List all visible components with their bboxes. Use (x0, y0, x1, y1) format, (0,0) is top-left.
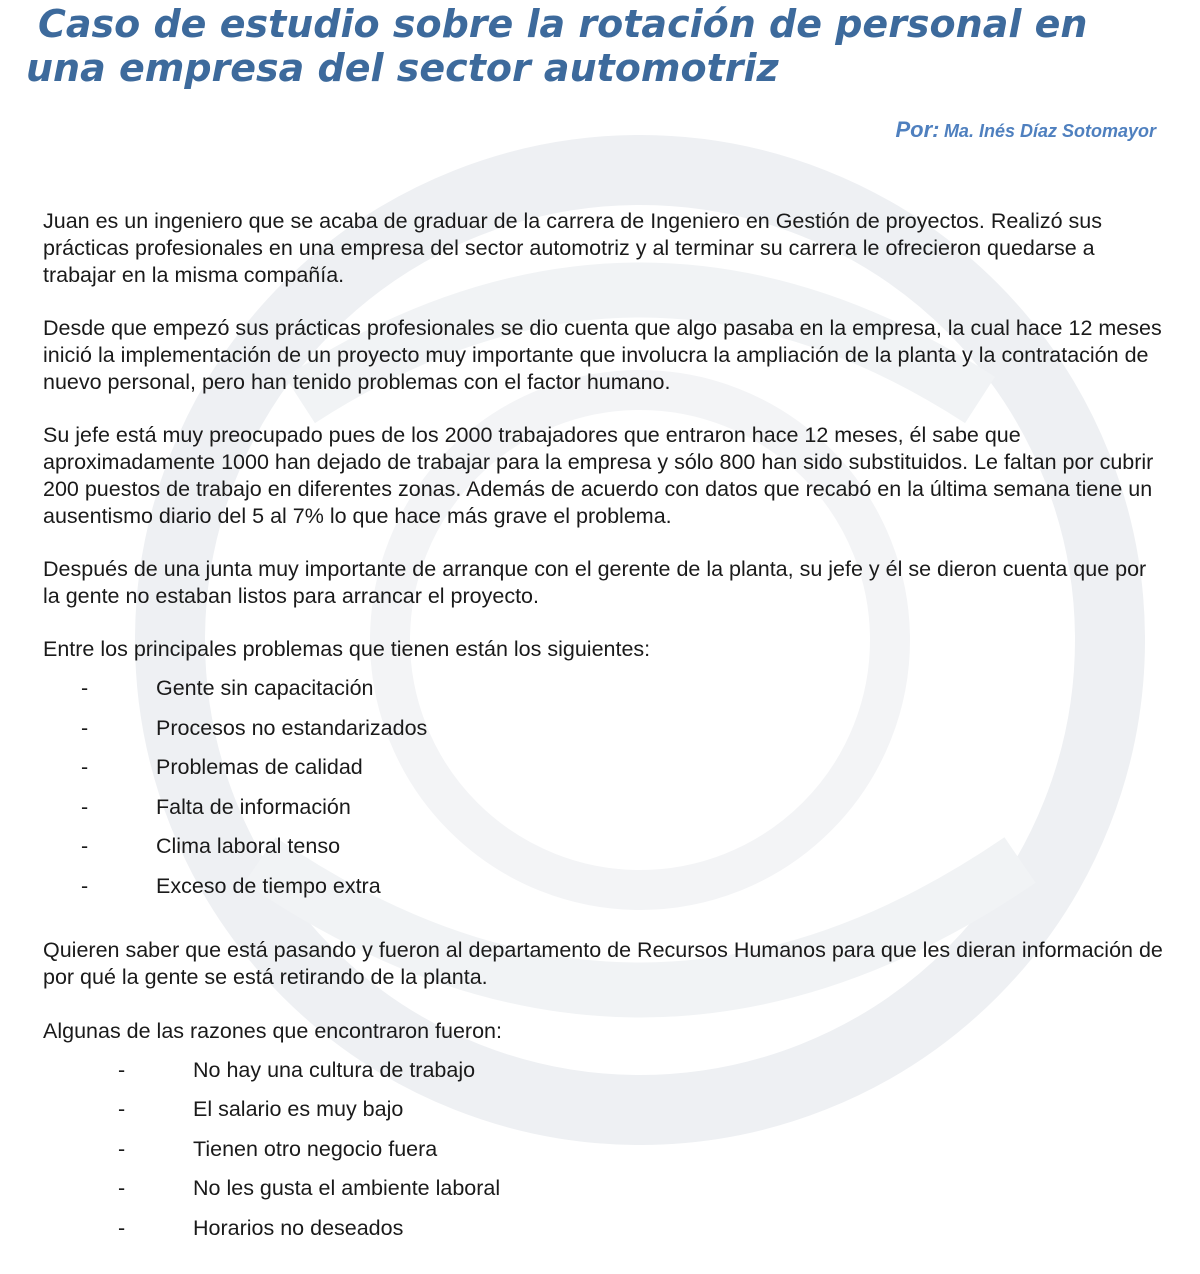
list-item-text: No hay una cultura de trabajo (193, 1057, 476, 1082)
paragraph-context: Desde que empezó sus prácticas profesionales se dio cuenta que algo pasaba en la empresa, la cual hace 12 meses inició la implementación de un proyecto muy importante que involucra la ampliación de la planta y la contratación de nuevo personal, pero han tenido problemas con el factor humano. (43, 316, 1162, 394)
author-byline (895, 117, 1156, 143)
problems-list (43, 669, 1168, 907)
list-item-text: Clima laboral tenso (156, 834, 341, 859)
list-item (43, 1209, 1168, 1249)
paragraph-numbers: Su jefe está muy preocupado pues de los 2000 trabajadores que entraron hace 12 meses, él sabe que aproximadamente 1000 han dejado de trabajar para la empresa y sólo 800 han sido substituidos. Le faltan por cubrir 200 puestos de trabajo en diferentes zonas. Además de acuerdo con datos que recabó en la última semana tiene un ausentismo diario del 5 al 7% lo que hace más grave el problema. (43, 423, 1154, 528)
list-item (43, 1051, 1168, 1091)
bullet-dash: - (81, 715, 89, 740)
list-item-text: Falta de información (156, 794, 351, 819)
bullet-dash: - (118, 1097, 126, 1122)
byline-label: Por: (895, 117, 940, 142)
list-item (43, 1169, 1168, 1209)
paragraph-intro: Juan es un ingeniero que se acaba de graduar de la carrera de Ingeniero en Gestión de proyectos. Realizó sus prácticas profesionales en una empresa del sector automotriz y al terminar su carrera le ofrecieron quedarse a trabajar en la misma compañía. (43, 209, 1102, 287)
title-line-2: una empresa del sector automotriz (26, 46, 779, 90)
list-item-text: Exceso de tiempo extra (156, 873, 381, 898)
bullet-dash: - (118, 1057, 126, 1082)
paragraph-reasons-intro: Algunas de las razones que encontraron fueron: (43, 1018, 502, 1043)
document-body (43, 208, 1168, 1249)
author-name: Ma. Inés Díaz Sotomayor (943, 121, 1156, 141)
bullet-dash: - (118, 1176, 126, 1201)
list-item (43, 748, 1168, 788)
list-item-text: Procesos no estandarizados (156, 715, 428, 740)
bullet-dash: - (81, 794, 89, 819)
bullet-dash: - (118, 1136, 126, 1161)
paragraph-hr: Quieren saber que está pasando y fueron al departamento de Recursos Humanos para que les dieran información de por qué la gente se está retirando de la planta. (43, 937, 1163, 989)
bullet-dash: - (81, 834, 89, 859)
list-item-text: Problemas de calidad (156, 755, 363, 780)
paragraph-problems-intro: Entre los principales problemas que tienen están los siguientes: (43, 637, 651, 661)
paragraph-meeting: Después de una junta muy importante de arranque con el gerente de la planta, su jefe y él se dieron cuenta que por la gente no estaban listos para arrancar el proyecto. (43, 557, 1147, 608)
list-item (43, 669, 1168, 709)
bullet-dash: - (118, 1215, 126, 1240)
bullet-dash: - (81, 676, 89, 700)
bullet-dash: - (81, 873, 89, 898)
list-item-text: Tienen otro negocio fuera (193, 1136, 438, 1161)
document-title (26, 2, 1176, 90)
list-item (43, 709, 1168, 749)
title-line-1: Caso de estudio sobre la rotación de personal en (38, 2, 1088, 46)
list-item-text: No les gusta el ambiente laboral (193, 1176, 501, 1201)
list-item (43, 1130, 1168, 1170)
bullet-dash: - (81, 755, 89, 780)
list-item (43, 867, 1168, 907)
list-item (43, 827, 1168, 867)
reasons-list (43, 1051, 1168, 1249)
list-item-text: Gente sin capacitación (156, 676, 374, 700)
list-item-text: El salario es muy bajo (193, 1097, 404, 1122)
list-item (43, 1090, 1168, 1130)
list-item (43, 788, 1168, 828)
list-item-text: Horarios no deseados (193, 1215, 404, 1240)
